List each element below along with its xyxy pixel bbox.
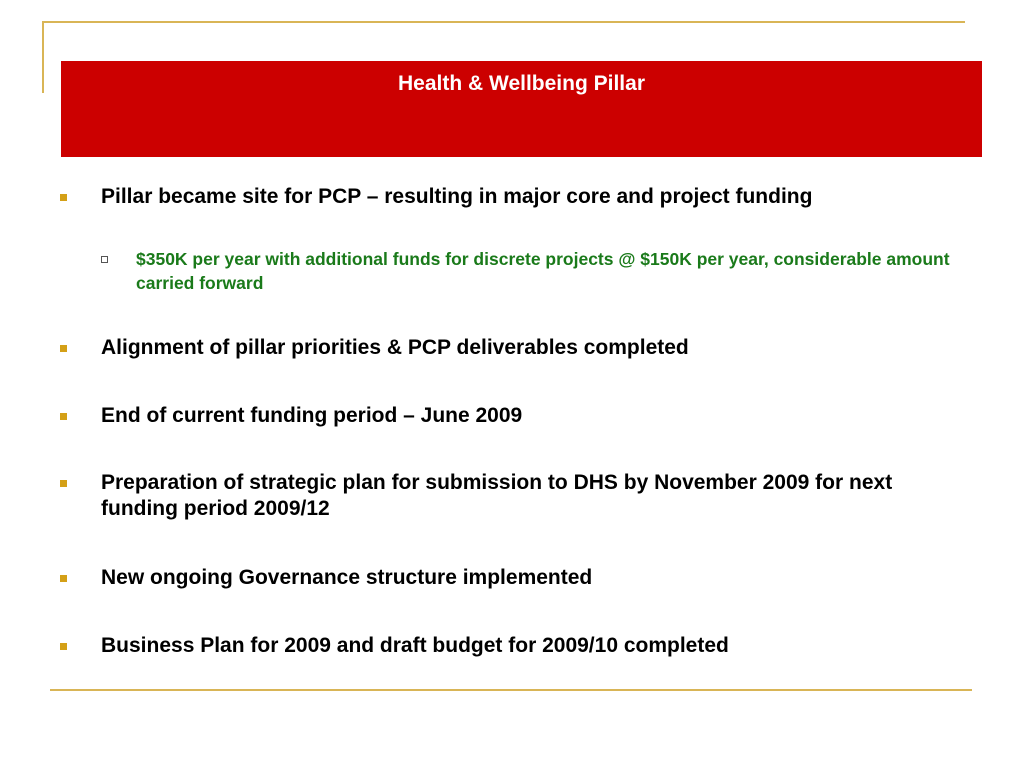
hollow-square-bullet-icon [101, 256, 108, 263]
frame-bottom-line [50, 689, 972, 691]
square-bullet-icon [60, 643, 67, 650]
sub-bullet-text: $350K per year with additional funds for discrete projects @ $150K per year, considerable amount carried forward [136, 249, 950, 293]
square-bullet-icon [60, 575, 67, 582]
bullet-text: New ongoing Governance structure implemented [101, 566, 593, 589]
square-bullet-icon [60, 480, 67, 487]
bullet-text: Business Plan for 2009 and draft budget for 2009/10 completed [101, 634, 729, 657]
square-bullet-icon [60, 194, 67, 201]
square-bullet-icon [60, 413, 67, 420]
bullet-text: Pillar became site for PCP – resulting in major core and project funding [101, 185, 813, 208]
bullet-text: End of current funding period – June 2009 [101, 404, 523, 427]
title-band [61, 61, 982, 157]
bullet-text: Preparation of strategic plan for submission to DHS by November 2009 for next funding period 2009/12 [101, 471, 893, 520]
bullet-text: Alignment of pillar priorities & PCP deliverables completed [101, 336, 689, 359]
slide-title: Health & Wellbeing Pillar [398, 72, 645, 95]
frame-left-line [42, 21, 44, 93]
frame-top-line [42, 21, 965, 23]
square-bullet-icon [60, 345, 67, 352]
